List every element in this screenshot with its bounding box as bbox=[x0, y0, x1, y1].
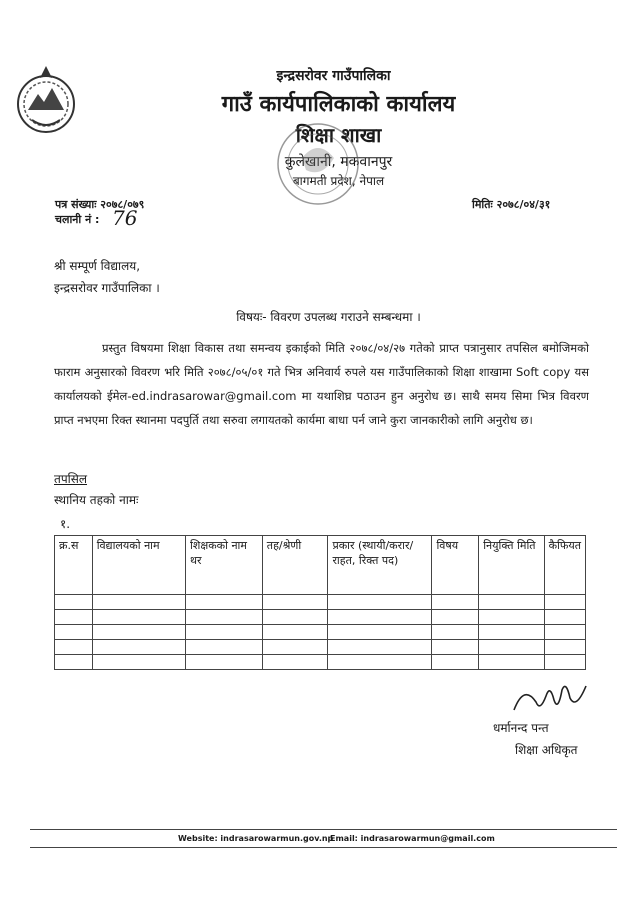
addressee-line-1: श्री सम्पूर्ण विद्यालय, bbox=[54, 259, 141, 273]
office-province: बागमती प्रदेश, नेपाल bbox=[292, 174, 385, 188]
col-sn: क्र.स bbox=[55, 536, 93, 595]
col-school-name: विद्यालयको नाम bbox=[92, 536, 185, 595]
table-row bbox=[55, 655, 586, 670]
office-name: गाउँ कार्यपालिकाको कार्यालय bbox=[221, 92, 456, 117]
tapsil-heading: तपसिल bbox=[54, 472, 88, 486]
signatory-name: धर्मानन्द पन्त bbox=[493, 721, 549, 735]
item-number: १. bbox=[60, 517, 71, 531]
col-type: प्रकार (स्थायी/करार/राहत, रिक्त पद) bbox=[328, 536, 432, 595]
table-row bbox=[55, 595, 586, 610]
office-location: कुलेखानी, मकवानपुर bbox=[284, 154, 393, 170]
signature-scribble-icon bbox=[510, 676, 590, 720]
municipality-name: इन्द्रसरोवर गाउँपालिका bbox=[276, 68, 391, 84]
table-row bbox=[55, 625, 586, 640]
dispatch-number: 76 bbox=[112, 206, 138, 230]
subject-line: विषयः- विवरण उपलब्ध गराउने सम्बन्धमा । bbox=[236, 310, 421, 324]
office-stamp-icon bbox=[262, 118, 372, 210]
col-level: तह/श्रेणी bbox=[262, 536, 328, 595]
footer-divider-top bbox=[30, 829, 617, 830]
local-level-label: स्थानिय तहको नामः bbox=[54, 493, 139, 507]
footer-website: Website: indrasarowarmun.gov.np bbox=[178, 834, 334, 843]
footer-divider-bottom bbox=[30, 847, 617, 848]
dispatch-label: चलानी नं : bbox=[55, 213, 100, 226]
section-name: शिक्षा शाखा bbox=[295, 123, 382, 147]
letter-date: मितिः २०७८/०४/३१ bbox=[472, 198, 551, 211]
table-row bbox=[55, 610, 586, 625]
table-row bbox=[55, 640, 586, 655]
col-appointment-date: नियुक्ति मिति bbox=[479, 536, 544, 595]
letter-number: पत्र संख्याः २०७८/०७९ bbox=[55, 198, 145, 211]
addressee-line-2: इन्द्रसरोवर गाउँपालिका । bbox=[54, 281, 160, 295]
footer-email: Email: indrasarowarmun@gmail.com bbox=[330, 834, 495, 843]
body-paragraph: प्रस्तुत विषयमा शिक्षा विकास तथा समन्वय इकाईको मिति २०७८/०४/२७ गतेको प्राप्त पत्रानुसार तपसिल बमोजिमको फाराम अनुसारको विवरण भरि मिति २०७८/०५/०१ गते भित्र अनिवार्य रुपले यस गाउँपालिकाको शिक्षा शाखामा Soft copy यस कार्यालयको ईमेल-ed.indrasarowar@gmail.com मा यथाशिघ्र पठाउन हुन अनुरोध छ। साथै समय सिमा भित्र विवरण प्राप्त नभएमा रिक्त स्थानमा पदपुर्ति तथा सरुवा लगायतको कार्यमा बाधा पर्न जाने कुरा जानकारीको लागि अनुरोध छ। bbox=[54, 341, 589, 427]
table-header-row bbox=[55, 536, 586, 595]
details-table bbox=[54, 535, 586, 670]
col-remarks: कैफियत bbox=[544, 536, 585, 595]
signatory-title: शिक्षा अधिकृत bbox=[515, 743, 578, 757]
col-subject: विषय bbox=[432, 536, 479, 595]
col-teacher-name: शिक्षकको नाम थर bbox=[186, 536, 263, 595]
